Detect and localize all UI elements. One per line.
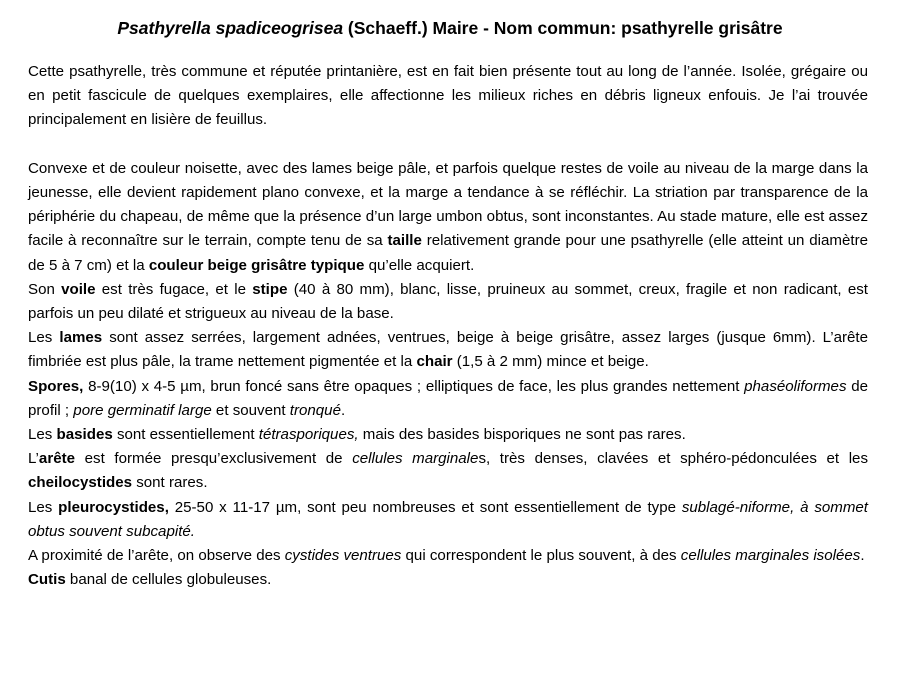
bold-term: voile	[61, 280, 96, 298]
description-text	[28, 60, 868, 592]
text-run: Les	[28, 426, 57, 444]
bold-term: couleur beige grisâtre typique	[148, 256, 365, 274]
bold-term: lames	[59, 329, 103, 347]
text-run: (1,5 à 2 mm) mince et beige.	[452, 353, 649, 371]
paragraph-arete	[28, 447, 868, 495]
paragraph-spacer	[28, 133, 868, 157]
italic-term: cellules marginale	[352, 450, 479, 468]
italic-term: cystides ventrues	[284, 547, 402, 565]
bold-term: arête	[38, 450, 76, 468]
bold-term: chair	[416, 353, 453, 371]
text-run: s, très denses, clavées et sphéro-pédonculées et les	[478, 450, 868, 468]
title-author-common-name: (Schaeff.) Maire - Nom commun: psathyrelle grisâtre	[343, 18, 783, 38]
text-run: sont assez serrées, largement adnées, ventrues, beige à beige grisâtre, assez larges (jusque 6mm). L’arête fimbriée est plus pâle, la trame nettement pigmentée et la	[28, 329, 869, 371]
text-run: .	[860, 547, 865, 565]
text-run: banal de cellules globuleuses.	[65, 571, 272, 589]
italic-term: tétrasporiques,	[258, 426, 359, 444]
text-run: L’	[28, 450, 39, 468]
text-run: Cette psathyrelle, très commune et réputée printanière, est en fait bien présente tout au long de l’année. Isolée, grégaire ou en petit fascicule de quelques exemplaires, elle affectionne les milieux riches en débris ligneux enfouis. Je l’ai trouvée principalement en lisière de feuillus.	[28, 63, 868, 129]
paragraph-habitat	[28, 60, 868, 133]
italic-term: pore germinatif large	[73, 401, 212, 419]
text-run: Les	[28, 329, 60, 347]
text-run: Son	[28, 280, 62, 298]
text-run: de profil ;	[28, 377, 869, 419]
text-run: est très fugace, et le	[95, 280, 253, 298]
paragraph-pleurocystides	[28, 496, 868, 544]
paragraph-lames	[28, 326, 868, 374]
italic-term: sublagé-niforme, à sommet obtus souvent subcapité.	[28, 498, 868, 540]
text-run: qui correspondent le plus souvent, à des	[401, 547, 681, 565]
page-title	[0, 15, 900, 41]
text-run: A proximité de l’arête, on observe des	[28, 547, 285, 565]
italic-term: tronqué	[289, 401, 341, 419]
italic-term: phaséoliformes	[744, 377, 847, 395]
paragraph-cutis	[28, 568, 868, 592]
text-run: est formée presqu’exclusivement de	[75, 450, 353, 468]
italic-term: cellules marginales isolées	[680, 547, 861, 565]
bold-term: stipe	[252, 280, 288, 298]
text-run: qu’elle acquiert.	[364, 256, 475, 274]
text-run: (40 à 80 mm), blanc, lisse, pruineux au sommet, creux, fragile et non radicant, est parfois un peu dilaté et strigueux au niveau de la base.	[28, 280, 868, 323]
bold-term: Cutis	[28, 571, 66, 589]
text-run: sont rares.	[132, 474, 208, 492]
text-run: Les	[28, 498, 59, 516]
text-run: 25-50 x 11-17 µm, sont peu nombreuses et sont essentiellement de type	[168, 498, 682, 516]
text-run: et souvent	[211, 401, 290, 419]
bold-term: cheilocystides	[28, 474, 133, 492]
bold-term: Spores,	[28, 377, 84, 395]
title-latin-name: Psathyrella spadiceogrisea	[117, 18, 344, 38]
paragraph-voile-stipe	[28, 278, 868, 326]
paragraph-cystides-ventrues	[28, 544, 868, 568]
bold-term: taille	[387, 232, 422, 250]
text-run: mais des basides bisporiques ne sont pas rares.	[358, 426, 686, 444]
paragraph-chapeau	[28, 157, 868, 278]
text-run: .	[340, 401, 346, 419]
paragraph-basides	[28, 423, 868, 447]
text-run: relativement grande pour une psathyrelle (elle atteint un diamètre de 5 à 7 cm) et la	[28, 232, 868, 274]
paragraph-spores	[28, 375, 868, 423]
text-run: sont essentiellement	[112, 426, 259, 444]
bold-term: pleurocystides,	[58, 498, 169, 516]
text-run: Convexe et de couleur noisette, avec des lames beige pâle, et parfois quelque restes de voile au niveau de la marge dans la jeunesse, elle devient rapidement plano convexe, et la marge a tendance à se réfléchir. La striation par transparence de la périphérie du chapeau, de même que la présence d’un large umbon obtus, sont inconstantes. Au stade mature, elle est assez facile à reconnaître sur le terrain, compte tenu de sa	[28, 159, 868, 250]
text-run: 8-9(10) x 4-5 µm, brun foncé sans être opaques ; elliptiques de face, les plus grandes nettement	[83, 377, 745, 395]
bold-term: basides	[56, 426, 113, 444]
